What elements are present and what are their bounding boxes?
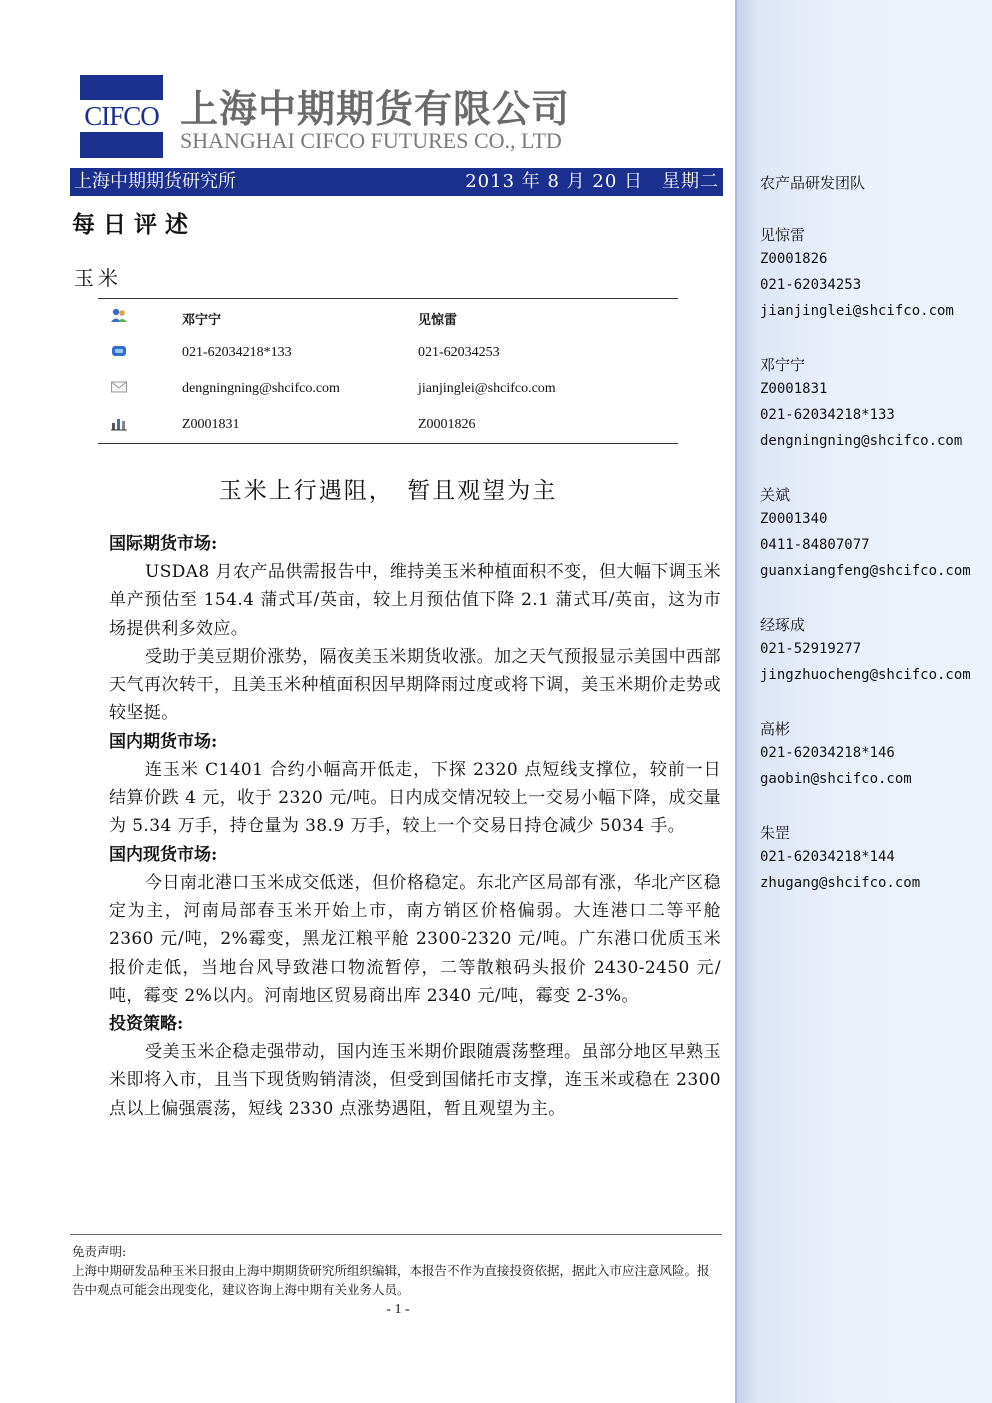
- member-detail: 021-62034218*146: [760, 745, 895, 761]
- contact-name-1: 邓宁宁: [182, 313, 222, 328]
- section-heading-domestic-spot: 国内现货市场:: [109, 844, 218, 865]
- contact-name-2: 见惊雷: [418, 313, 458, 328]
- member-name: 邓宁宁: [760, 356, 806, 374]
- member-detail: 021-62034218*144: [760, 849, 895, 865]
- member-email: gaobin@shcifco.com: [760, 771, 912, 787]
- contact-phone-2: 021-62034253: [418, 345, 500, 360]
- section-heading-strategy: 投资策略:: [109, 1014, 184, 1035]
- chart-icon: [110, 415, 128, 431]
- member-name: 朱罡: [760, 824, 791, 842]
- disclaimer-heading: 免责声明:: [72, 1244, 127, 1259]
- member-name: 见惊雷: [760, 226, 806, 244]
- person-icon: [110, 307, 128, 323]
- disclaimer-text: 上海中期研发品种玉米日报由上海中期期货研究所组织编辑，本报告不作为直接投资依据，据此入市应注意风险。报告中观点可能会出现变化，建议咨询上海中期有关业务人员。: [72, 1263, 710, 1297]
- member-email: jianjinglei@shcifco.com: [760, 303, 954, 319]
- company-name-cn: 上海中期期货有限公司: [180, 87, 571, 131]
- team-sidebar: [735, 0, 992, 1403]
- email-icon: [110, 379, 128, 395]
- member-detail: 021-62034253: [760, 277, 862, 293]
- commodity-name: 玉米: [74, 266, 122, 290]
- contact-email-1: dengningning@shcifco.com: [182, 381, 340, 396]
- company-name-en: SHANGHAI CIFCO FUTURES CO., LTD: [180, 128, 562, 153]
- report-date: 2013 年 8 月 20 日 星期二: [465, 171, 719, 192]
- team-title: 农产品研发团队: [760, 174, 866, 192]
- contact-email-2: jianjinglei@shcifco.com: [418, 381, 556, 396]
- member-name: 高彬: [760, 720, 791, 738]
- member-email: dengningning@shcifco.com: [760, 433, 963, 449]
- logo-text: CIFCO: [80, 100, 163, 132]
- member-detail: Z0001831: [760, 381, 828, 397]
- contact-license-1: Z0001831: [182, 417, 240, 432]
- section-heading-intl-futures: 国际期货市场:: [109, 534, 218, 554]
- contact-row-phone: [98, 337, 678, 373]
- page-number: - 1 -: [386, 1302, 410, 1317]
- contact-row-name: [98, 301, 678, 337]
- member-detail: 0411-84807077: [760, 537, 870, 553]
- contact-license-2: Z0001826: [418, 417, 476, 432]
- paragraph: USDA8 月农产品供需报告中，维持美玉米种植面积不变，但大幅下调玉米单产预估至 154.4 蒲式耳/英亩，较上月预估值下降 2.1 蒲式耳/英亩，这为市场提供利多效应。: [109, 562, 721, 639]
- member-email: guanxiangfeng@shcifco.com: [760, 563, 971, 579]
- paragraph: 连玉米 C1401 合约小幅高开低走，下探 2320 点短线支撑位，较前一日结算价跌 4 元，收于 2320 元/吨。日内成交情况较上一交易小幅下降，成交量为 5.34 万手，持仓量为 38.9 万手，较上一个交易日持仓减少 5034 手。: [109, 759, 721, 837]
- member-name: 经琢成: [760, 616, 806, 634]
- daily-title: 每日评述: [72, 211, 196, 238]
- section-heading-domestic-futures: 国内期货市场:: [109, 731, 218, 752]
- paragraph: 今日南北港口玉米成交低迷，但价格稳定。东北产区局部有涨，华北产区稳定为主，河南局部春玉米开始上市，南方销区价格偏弱。大连港口二等平舱 2360 元/吨，2%霉变，黑龙江粮平舱 2300-2320 元/吨。广东港口优质玉米报价走低，当地台风导致港口物流暂停，二等散粮码头报价 2430-2450 元/吨，霉变 2%以内。河南地区贸易商出库 2340 元/吨，霉变 2-3%。: [109, 872, 721, 1006]
- member-detail: Z0001340: [760, 511, 828, 527]
- article-body: [109, 530, 721, 1123]
- member-detail: 021-52919277: [760, 641, 862, 657]
- member-detail: Z0001826: [760, 251, 828, 267]
- article-title: 玉米上行遇阻， 暂且观望为主: [218, 478, 558, 504]
- paragraph: 受助于美豆期价涨势，隔夜美玉米期货收涨。加之天气预报显示美国中西部天气再次转干，且美玉米种植面积因早期降雨过度或将下调，美玉米期价走势或较坚挺。: [109, 646, 721, 724]
- member-email: jingzhuocheng@shcifco.com: [760, 667, 971, 683]
- member-detail: 021-62034218*133: [760, 407, 895, 423]
- institute-name: 上海中期期货研究所: [74, 171, 236, 192]
- contact-table: [98, 298, 678, 444]
- header-bar: [70, 168, 723, 196]
- phone-icon: [110, 343, 128, 359]
- member-email: zhugang@shcifco.com: [760, 875, 921, 891]
- paragraph: 受美玉米企稳走强带动，国内连玉米期价跟随震荡整理。虽部分地区早熟玉米即将入市，且当下现货购销清淡，但受到国储托市支撑，连玉米或稳在 2300 点以上偏强震荡，短线 2330 点涨势遇阻，暂且观望为主。: [109, 1042, 721, 1119]
- contact-row-email: [98, 373, 678, 409]
- contact-phone-1: 021-62034218*133: [182, 345, 292, 360]
- contact-row-license: [98, 409, 678, 445]
- footer-divider: [70, 1234, 722, 1235]
- member-name: 关斌: [760, 486, 791, 504]
